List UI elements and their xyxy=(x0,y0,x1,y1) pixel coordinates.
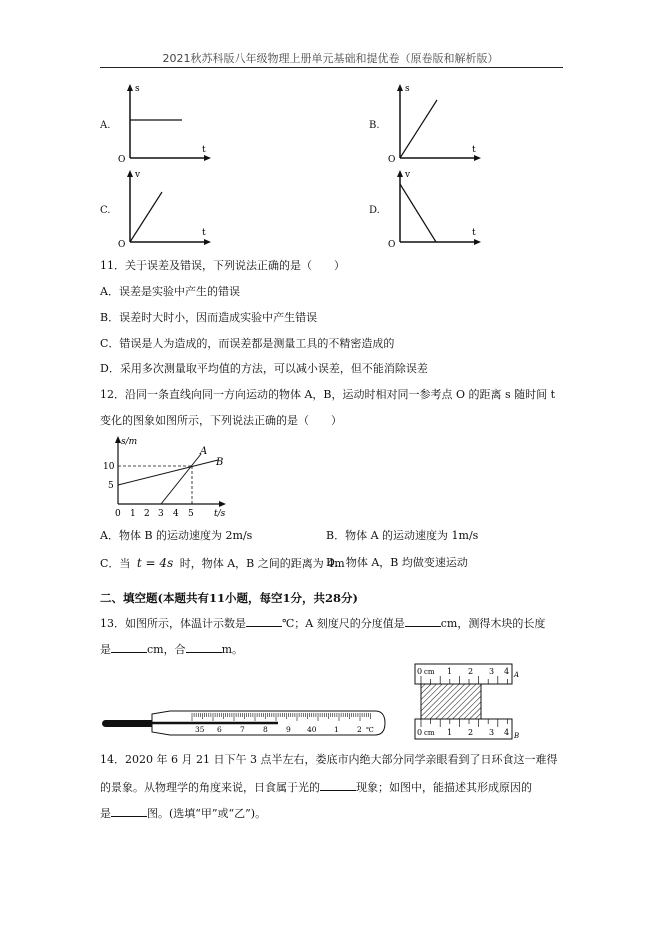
ruler-b-tick-2: 2 xyxy=(468,728,474,737)
ruler-b-tick-4: 4 xyxy=(504,728,510,737)
q11-option-c: C．错误是人为造成的，而误差都是测量工具的不精密造成的 xyxy=(100,337,395,350)
q13-line1 xyxy=(100,616,545,631)
q12-option-b: B．物体 A 的运动速度为 1m/s xyxy=(326,529,479,542)
q14-text-2: 现象；如图中，能描述其形成原因的 xyxy=(356,781,532,794)
page-header: 2021秋苏科版八年级物理上册单元基础和提优卷（原卷版和解析版） xyxy=(162,52,499,65)
thermo-tick-39: 9 xyxy=(286,725,291,734)
q12-xtick-2: 2 xyxy=(144,509,150,519)
thermo-tick-40: 40 xyxy=(307,725,317,734)
q14-line2 xyxy=(100,780,532,795)
q12-xtick-5: 5 xyxy=(188,509,194,519)
ruler-a-label: A xyxy=(514,671,520,679)
header-rule xyxy=(100,67,563,68)
q12-ytick-5: 5 xyxy=(108,481,114,491)
thermo-tick-38: 8 xyxy=(263,725,268,734)
ruler-b-tick-1: 1 xyxy=(447,728,453,737)
q12-stem-line1: 12．沿同一条直线向同一方向运动的物体 A，B，运动时相对同一参考点 O 的距离 s 随时间 t xyxy=(100,388,556,401)
q14-text-3: 是 xyxy=(100,807,111,820)
q12-graph xyxy=(98,432,233,520)
q12-xtick-4: 4 xyxy=(173,509,179,519)
thermometer-figure xyxy=(100,700,390,742)
graph-a xyxy=(115,82,215,162)
q13-blank-4[interactable] xyxy=(186,642,222,653)
q13-blank-3[interactable] xyxy=(111,642,147,653)
q13-text-4: 是 xyxy=(100,643,111,656)
q12-stem-line2: 变化的图象如图所示，下列说法正确的是（ ） xyxy=(100,414,342,427)
ruler-b-unit: cm xyxy=(424,729,435,737)
q13-blank-2[interactable] xyxy=(405,616,441,627)
q12-xtick-3: 3 xyxy=(158,509,164,519)
q14-blank-2[interactable] xyxy=(111,806,147,817)
thermo-tick-42: 2 xyxy=(357,725,362,734)
option-d-label: D. xyxy=(369,205,380,216)
q14-blank-1[interactable] xyxy=(320,780,356,791)
ruler-a-unit: cm xyxy=(424,668,435,676)
graph-a-ylabel: s xyxy=(135,84,140,94)
section-2-heading: 二、填空题(本题共有11小题，每空1分，共28分) xyxy=(100,591,358,605)
q14-line3 xyxy=(100,806,266,821)
ruler-figure xyxy=(413,662,523,742)
q14-text-1: 的景象。从物理学的角度来说，日食属于光的 xyxy=(100,781,320,794)
q12-line-b-label: B xyxy=(216,457,224,468)
ruler-a-tick-0: 0 xyxy=(417,667,423,676)
q14-text-4: 图。(选填“甲”或“乙”)。 xyxy=(147,807,267,820)
graph-b-ylabel: s xyxy=(405,84,410,94)
option-c-label: C. xyxy=(100,205,111,216)
q12-option-d: D．物体 A，B 均做变速运动 xyxy=(326,556,468,569)
option-a-label: A. xyxy=(100,120,111,131)
q12-xtick-1: 1 xyxy=(130,509,136,519)
thermo-tick-41: 1 xyxy=(334,725,339,734)
q13-text-2: ℃；A 刻度尺的分度值是 xyxy=(282,617,405,630)
graph-b-origin: O xyxy=(388,155,396,162)
q13-blank-1[interactable] xyxy=(246,616,282,627)
ruler-a-tick-4: 4 xyxy=(504,667,510,676)
ruler-b-tick-3: 3 xyxy=(489,728,495,737)
ruler-a-tick-3: 3 xyxy=(489,667,495,676)
q14-line1: 14．2020 年 6 月 21 日下午 3 点半左右，娄底市内绝大部分同学亲眼看到了日环食这一难得 xyxy=(100,753,558,766)
thermo-tick-37: 7 xyxy=(240,725,245,734)
q11-option-d: D．采用多次测量取平均值的方法，可以减小误差，但不能消除误差 xyxy=(100,362,428,375)
graph-c-ylabel: v xyxy=(135,170,141,180)
thermo-unit: ℃ xyxy=(366,726,374,734)
ruler-b-label: B xyxy=(514,732,520,740)
graph-d-origin: O xyxy=(388,240,396,248)
ruler-a-tick-1: 1 xyxy=(447,667,453,676)
graph-a-xlabel: t xyxy=(202,145,206,155)
q12-line-a-label: A xyxy=(200,446,208,457)
q11-option-a: A．误差是实验中产生的错误 xyxy=(100,285,240,298)
q12-xtick-0: 0 xyxy=(115,509,121,519)
graph-c xyxy=(115,168,215,248)
graph-b-xlabel: t xyxy=(472,145,476,155)
graph-d-ylabel: v xyxy=(405,170,411,180)
thermo-tick-36: 6 xyxy=(217,725,222,734)
q13-text-3: cm，测得木块的长度 xyxy=(440,617,546,630)
q11-stem: 11．关于误差及错误，下列说法正确的是（ ） xyxy=(100,259,345,272)
ruler-a-tick-2: 2 xyxy=(468,667,474,676)
q13-line2 xyxy=(100,642,243,657)
graph-d xyxy=(385,168,485,248)
q12-option-a: A．物体 B 的运动速度为 2m/s xyxy=(100,529,253,542)
thermo-tick-35: 35 xyxy=(195,725,205,734)
q13-text-6: m。 xyxy=(221,643,244,656)
q12-xlabel: t/s xyxy=(214,509,226,519)
q12-ytick-10: 10 xyxy=(103,462,115,472)
q11-option-b: B．误差时大时小，因而造成实验中产生错误 xyxy=(100,311,318,324)
ruler-b-tick-0: 0 xyxy=(417,728,423,737)
option-b-label: B. xyxy=(369,120,380,131)
q12-option-c xyxy=(100,556,345,571)
q13-text-1: 13．如图所示，体温计示数是 xyxy=(100,617,246,630)
q12-ylabel: s/m xyxy=(121,437,138,447)
q12-option-c-formula: t = 4s xyxy=(136,556,174,570)
graph-d-xlabel: t xyxy=(472,228,476,238)
q13-text-5: cm，合 xyxy=(147,643,186,656)
q12-option-c-post: 时，物体 A，B 之间的距离为 4m xyxy=(179,557,345,570)
graph-c-xlabel: t xyxy=(202,228,206,238)
graph-c-origin: O xyxy=(118,240,126,248)
graph-a-origin: O xyxy=(118,155,126,162)
q12-option-c-pre: C．当 xyxy=(100,557,131,570)
graph-b xyxy=(385,82,485,162)
